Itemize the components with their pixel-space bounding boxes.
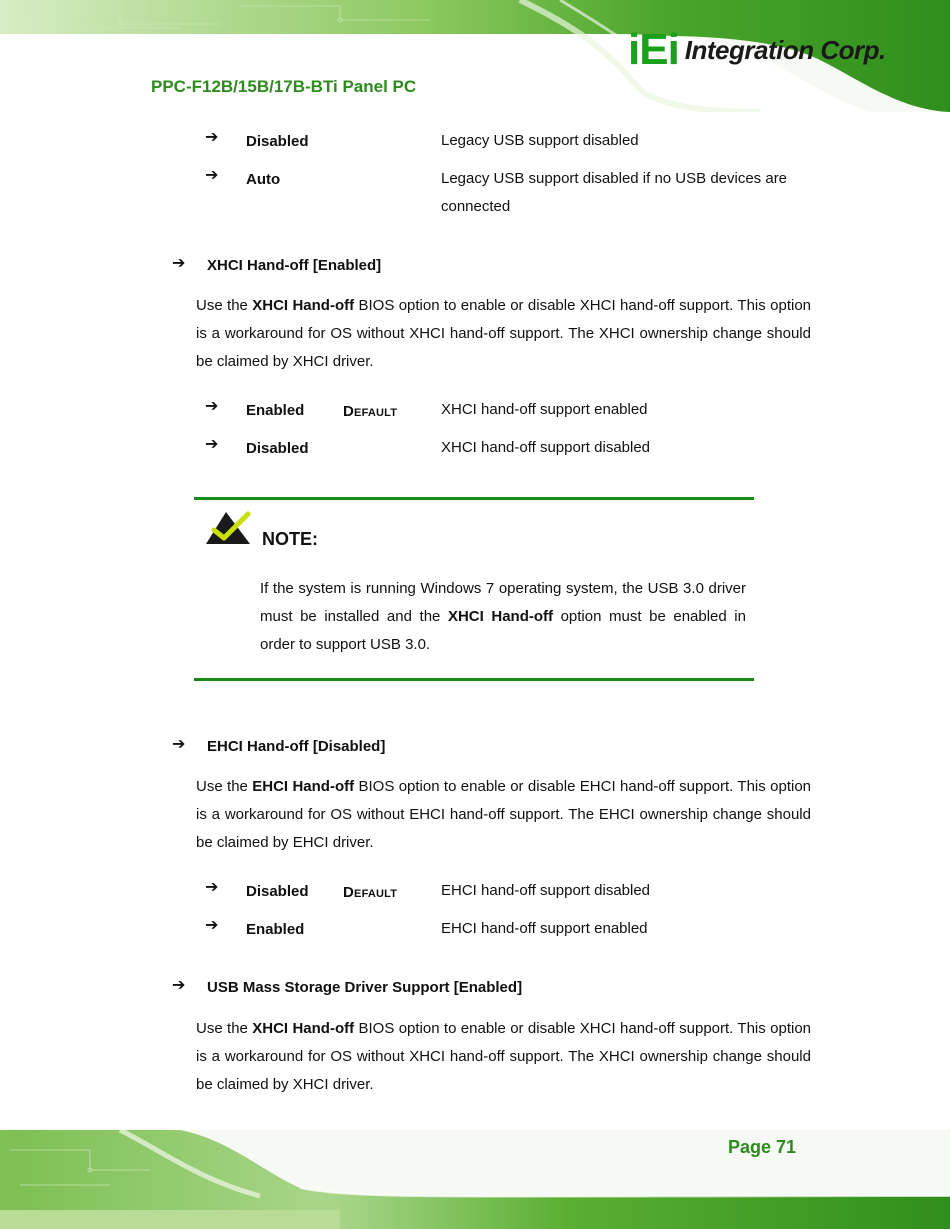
default-label: Default (343, 884, 398, 901)
page-number: Page 71 (728, 1137, 797, 1157)
company-logo (628, 25, 886, 74)
note-bold-term: XHCI Hand-off (447, 608, 554, 625)
heading-text: XHCI Hand-off [Enabled] (207, 257, 382, 274)
document-title: PPC-F12B/15B/17B-BTi Panel PC (151, 77, 417, 96)
paragraph-text: BIOS option to enable or disable EHCI hand-off support. This option is a workaround for OS without EHCI hand-off support. The EHCI ownership change should be claimed by EHCI driver. (196, 778, 811, 851)
section-paragraph (196, 773, 811, 857)
arrow-right-icon: ➔ (172, 977, 186, 994)
note-text-part: If the system is running Windows 7 operating system, the USB 3.0 driver must be installed and the (260, 580, 746, 625)
arrow-right-icon: ➔ (205, 879, 219, 896)
page-footer (0, 1130, 950, 1229)
paragraph-text: BIOS option to enable or disable XHCI hand-off support. This option is a workaround for OS without XHCI hand-off support. The XHCI ownership change should be claimed by XHCI driver. (196, 1020, 811, 1093)
option-row (0, 400, 950, 424)
option-description: EHCI hand-off support disabled (441, 882, 651, 899)
option-name: Enabled (246, 921, 305, 938)
paragraph-text: Use the (196, 778, 253, 795)
checkmark-note-icon (204, 508, 252, 551)
arrow-right-icon: ➔ (205, 398, 219, 415)
note-text-part: option must be enabled in order to support USB 3.0. (260, 608, 746, 653)
arrow-right-icon: ➔ (172, 255, 186, 272)
section-paragraph (196, 292, 811, 376)
option-row (0, 881, 950, 905)
paragraph-text: Use the (196, 297, 253, 314)
logo-mark: iEi (628, 25, 679, 74)
note-label: NOTE: (262, 529, 318, 549)
paragraph-text: BIOS option to enable or disable XHCI hand-off support. This option is a workaround for OS without XHCI hand-off support. The XHCI ownership change should be claimed by XHCI driver. (196, 297, 811, 370)
heading-text: USB Mass Storage Driver Support [Enabled] (207, 979, 523, 996)
page-header (0, 0, 950, 112)
option-name: Disabled (246, 440, 309, 457)
option-name: Auto (246, 171, 281, 188)
arrow-right-icon: ➔ (205, 167, 219, 184)
option-row (0, 131, 950, 155)
default-label: Default (343, 403, 398, 420)
arrow-right-icon: ➔ (205, 917, 219, 934)
option-name: Enabled (246, 402, 305, 419)
paragraph-text: Use the (196, 1020, 253, 1037)
option-description: EHCI hand-off support enabled (441, 920, 648, 937)
heading-text: EHCI Hand-off [Disabled] (207, 738, 386, 755)
option-description: Legacy USB support disabled (441, 132, 639, 149)
footer-banner-graphic (0, 1130, 950, 1229)
paragraph-bold-term: EHCI Hand-off (252, 778, 355, 795)
option-name: Disabled (246, 133, 309, 150)
option-row (0, 919, 950, 943)
arrow-right-icon: ➔ (172, 736, 186, 753)
option-row (0, 167, 950, 215)
option-name: Disabled (246, 883, 309, 900)
paragraph-bold-term: XHCI Hand-off (252, 1020, 355, 1037)
arrow-right-icon: ➔ (205, 129, 219, 146)
note-bottom-rule (194, 678, 754, 681)
note-text (260, 575, 746, 659)
note-top-rule (194, 497, 754, 500)
option-row (0, 438, 950, 462)
logo-text: Integration Corp. (684, 34, 886, 65)
option-description: XHCI hand-off support enabled (441, 401, 648, 418)
option-description: XHCI hand-off support disabled (441, 439, 651, 456)
section-paragraph (196, 1015, 811, 1099)
option-description: Legacy USB support disabled if no USB devices are connected (441, 170, 788, 215)
arrow-right-icon: ➔ (205, 436, 219, 453)
paragraph-bold-term: XHCI Hand-off (252, 297, 355, 314)
